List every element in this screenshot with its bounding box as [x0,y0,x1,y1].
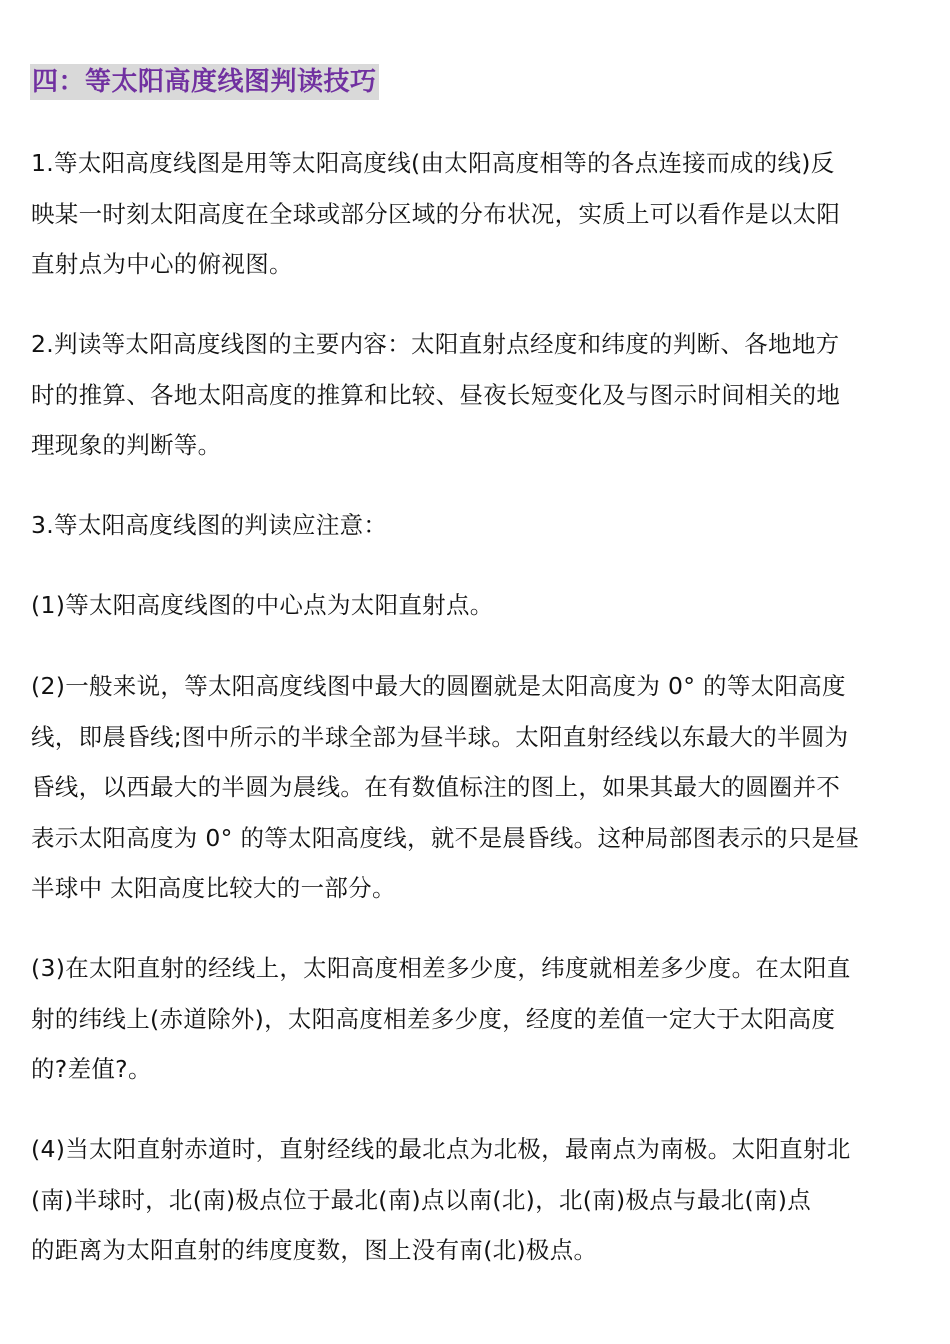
paragraph-line: 直射点为中心的俯视图。 [31,250,293,278]
paragraph-line: 理现象的判断等。 [31,431,222,459]
paragraph-line: (1)等太阳高度线图的中心点为太阳直射点。 [31,591,494,619]
paragraph-line: 2.判读等太阳高度线图的主要内容：太阳直射点经度和纬度的判断、各地地方 [31,330,840,358]
section-heading: 四：等太阳高度线图判读技巧 [30,64,379,100]
paragraph-7 [31,1124,921,1276]
paragraph-line: 射的纬线上(赤道除外)，太阳高度相差多少度，经度的差值一定大于太阳高度 [31,1004,836,1033]
paragraph-line: 3.等太阳高度线图的判读应注意： [31,511,388,539]
paragraph-3 [31,500,921,551]
paragraph-line: 线，即晨昏线;图中所示的半球全部为昼半球。太阳直射经线以东最大的半圆为 [31,722,849,751]
paragraph-line: 昏线，以西最大的半圆为晨线。在有数值标注的图上，如果其最大的圆圈并不 [31,773,841,801]
paragraph-line: 的距离为太阳直射的纬度度数，图上没有南(北)极点。 [31,1236,598,1264]
paragraph-line: 时的推算、各地太阳高度的推算和比较、昼夜长短变化及与图示时间相关的地 [31,380,841,409]
paragraph-2 [31,319,921,471]
paragraph-line: (2)一般来说，等太阳高度线图中最大的圆圈就是太阳高度为 0° 的等太阳高度 [31,672,846,700]
paragraph-line: 映某一时刻太阳高度在全球或部分区域的分布状况，实质上可以看作是以太阳 [31,199,841,228]
paragraph-line: 半球中 太阳高度比较大的一部分。 [31,874,396,902]
paragraph-line: 表示太阳高度为 0° 的等太阳高度线，就不是晨昏线。这种局部图表示的只是昼 [31,823,860,852]
paragraph-6 [31,943,921,1095]
paragraph-line: (3)在太阳直射的经线上，太阳高度相差多少度，纬度就相差多少度。在太阳直 [31,954,851,982]
paragraph-1 [31,138,921,290]
paragraph-4 [31,580,921,631]
paragraph-5 [31,661,921,914]
paragraph-line: 1.等太阳高度线图是用等太阳高度线(由太阳高度相等的各点连接而成的线)反 [31,149,835,177]
paragraph-line: (南)半球时，北(南)极点位于最北(南)点以南(北)，北(南)极点与最北(南)点 [31,1185,812,1214]
paragraph-line: 的?差值?。 [31,1055,152,1083]
paragraph-line: (4)当太阳直射赤道时，直射经线的最北点为北极，最南点为南极。太阳直射北 [31,1135,851,1163]
